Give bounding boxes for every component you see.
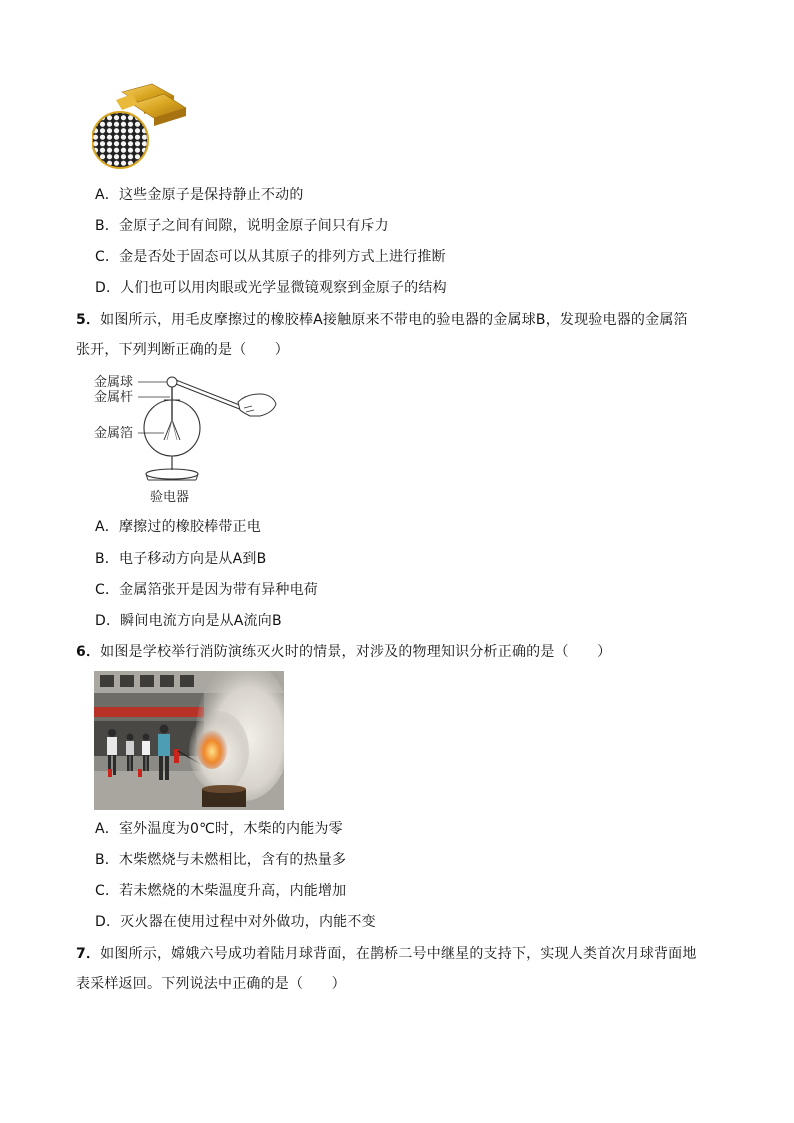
q6-stem (76, 642, 611, 662)
q4-option-b: B．金原子之间有间隙，说明金原子间只有斥力 (95, 218, 389, 234)
q5-number: 5． (76, 312, 101, 328)
label-metal-ball: 金属球 (94, 375, 134, 390)
q5-option-a: A．摩擦过的橡胶棒带正电 (95, 519, 261, 535)
q7-number: 7． (76, 946, 101, 962)
label-metal-rod: 金属杆 (94, 390, 134, 405)
q6-option-c: C．若未燃烧的木柴温度升高，内能增加 (95, 883, 347, 899)
q7-stem-line2: 表采样返回。下列说法中正确的是（ ） (76, 976, 346, 992)
q5-stem-line2: 张开，下列判断正确的是（ ） (76, 342, 289, 358)
q7-stem-line1 (76, 944, 697, 964)
q5-option-d: D．瞬间电流方向是从A流向B (95, 613, 282, 629)
q5-option-c: C．金属箔张开是因为带有异种电荷 (95, 582, 318, 598)
gold-atoms-figure (92, 82, 188, 172)
q6-option-d: D．灭火器在使用过程中对外做功，内能不变 (95, 914, 376, 930)
q6-stem-text: 如图是学校举行消防演练灭火时的情景，对涉及的物理知识分析正确的是（ ） (100, 644, 612, 660)
q4-option-a: A．这些金原子是保持静止不动的 (95, 187, 304, 203)
q6-option-a: A．室外温度为0℃时，木柴的内能为零 (95, 821, 343, 837)
q7-stem-text: 如图所示，嫦娥六号成功着陆月球背面，在鹊桥二号中继星的支持下，实现人类首次月球背面地 (100, 946, 697, 962)
q5-stem-line1 (76, 310, 688, 330)
label-electroscope-caption: 验电器 (150, 490, 190, 505)
label-metal-foil: 金属箔 (94, 426, 134, 441)
q6-number: 6． (76, 644, 101, 660)
electroscope-figure (92, 370, 282, 510)
q5-stem-text: 如图所示，用毛皮摩擦过的橡胶棒A接触原来不带电的验电器的金属球B，发现验电器的金属箔 (100, 312, 688, 328)
q5-option-b: B．电子移动方向是从A到B (95, 551, 267, 567)
fire-drill-photo (94, 671, 284, 810)
q4-option-c: C．金是否处于固态可以从其原子的排列方式上进行推断 (95, 249, 446, 265)
q4-option-d: D．人们也可以用肉眼或光学显微镜观察到金原子的结构 (95, 280, 447, 296)
q6-option-b: B．木柴燃烧与未燃相比，含有的热量多 (95, 852, 347, 868)
